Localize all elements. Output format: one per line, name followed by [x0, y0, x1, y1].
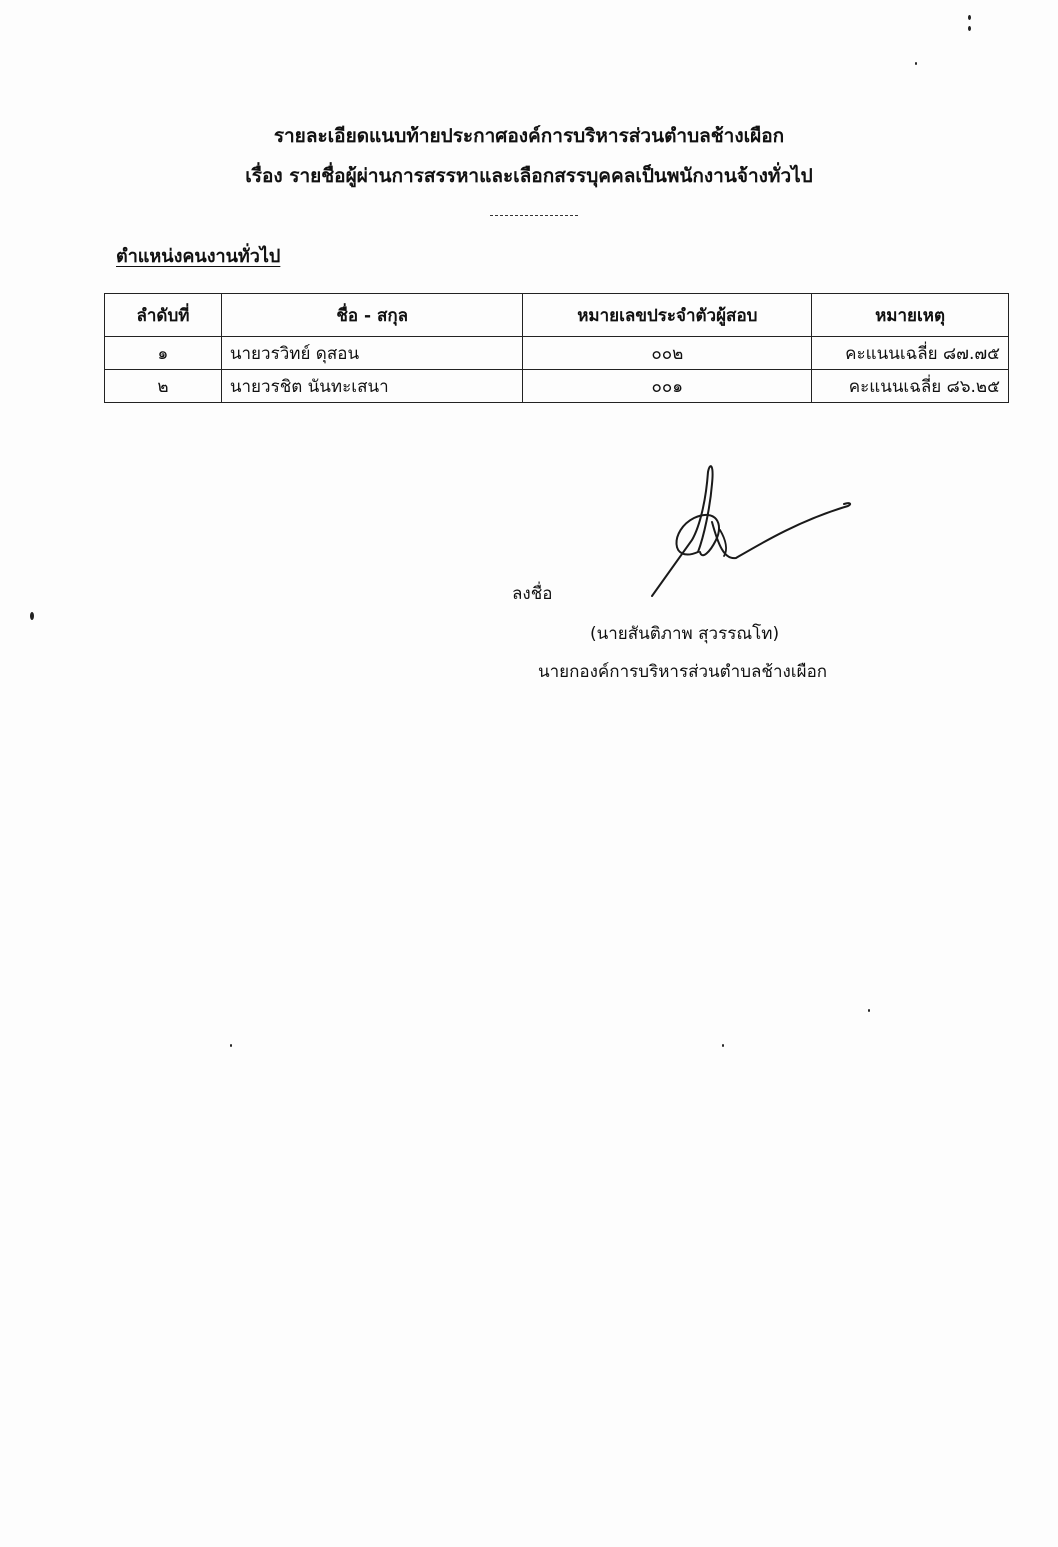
table-header-row: [105, 294, 1009, 337]
scan-speck: [230, 1044, 232, 1047]
scan-speck: [722, 1044, 724, 1047]
header-note: หมายเหตุ: [812, 294, 1009, 337]
cell-order: ๑: [105, 337, 222, 370]
scan-speck: [30, 612, 34, 620]
results-table: [104, 293, 1009, 403]
cell-note: คะแนนเฉลี่ย ๘๖.๒๕: [812, 370, 1009, 403]
cell-note: คะแนนเฉลี่ย ๘๗.๗๕: [812, 337, 1009, 370]
document-subject: เรื่อง รายชื่อผู้ผ่านการสรรหาและเลือกสรรบุคคลเป็นพนักงานจ้างทั่วไป: [245, 165, 813, 187]
scan-speck: [968, 15, 971, 20]
cell-name: นายวรวิทย์ ดุสอน: [221, 337, 523, 370]
header-name: ชื่อ - สกุล: [221, 294, 523, 337]
cell-exam-id: ๐๐๒: [523, 337, 812, 370]
header-order: ลำดับที่: [105, 294, 222, 337]
signer-name: (นายสันติภาพ สุวรรณโท): [590, 624, 780, 644]
sign-label: ลงชื่อ: [512, 584, 553, 604]
cell-exam-id: ๐๐๑: [523, 370, 812, 403]
cell-name: นายวรชิต นันทะเสนา: [221, 370, 523, 403]
heading-divider: [490, 215, 578, 216]
table-row: [105, 370, 1009, 403]
handwritten-signature: [640, 460, 860, 600]
table-row: [105, 337, 1009, 370]
document-heading: รายละเอียดแนบท้ายประกาศองค์การบริหารส่วนตำบลช้างเผือก: [273, 125, 785, 147]
header-exam-id: หมายเลขประจำตัวผู้สอบ: [523, 294, 812, 337]
scan-speck: [868, 1009, 870, 1012]
position-title: ตำแหน่งคนงานทั่วไป: [116, 246, 281, 267]
scan-speck: [968, 26, 971, 31]
cell-order: ๒: [105, 370, 222, 403]
scan-speck: [915, 62, 917, 65]
signer-title: นายกองค์การบริหารส่วนตำบลช้างเผือก: [538, 662, 828, 682]
